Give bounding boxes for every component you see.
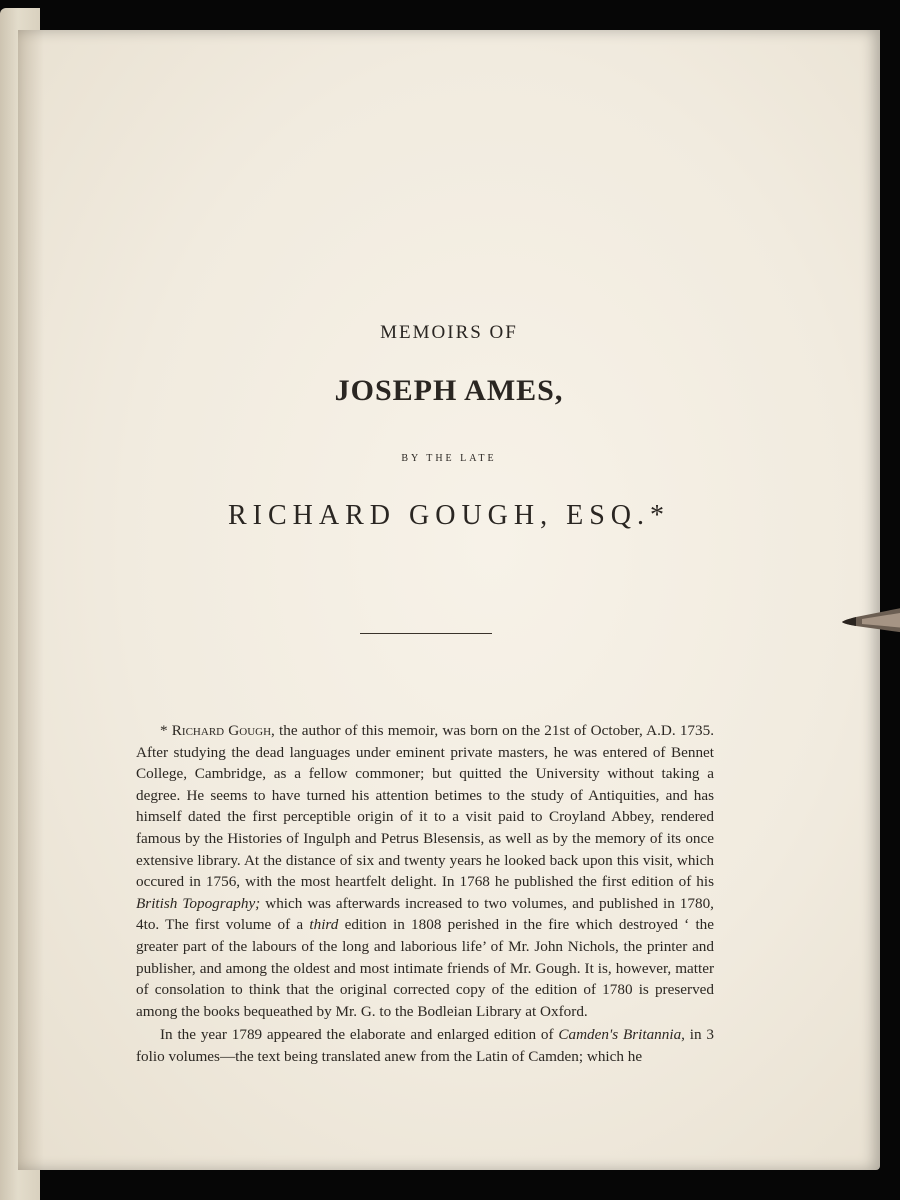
by-the-late-line: BY THE LATE xyxy=(401,453,497,464)
memoirs-of-heading: MEMOIRS OF xyxy=(380,322,518,343)
pencil-tip-icon xyxy=(840,603,900,637)
decorative-rule xyxy=(360,633,492,634)
author-name: RICHARD GOUGH, ESQ.* xyxy=(227,500,670,531)
footnote-text-1b: which was afterwards increased to two volumes, and published in 1780, 4to. The first volume of a xyxy=(136,894,714,934)
footnote-text-1c: edition in 1808 perished in the fire which destroyed ‘ the greater part of the labours of the long and laborious life’ of Mr. John Nichols, the printer and publisher, and among the oldest and most intimate friends of Mr. Gough. It is, however, matter of consolation to think that the original corrected copy of the edition of 1780 is preserved among the books bequeathed by Mr. G. to the Bodleian Library at Oxford. xyxy=(136,916,714,1020)
subject-name: JOSEPH AMES, xyxy=(334,374,564,407)
footnote-text-1a: the author of this memoir, was born on the 21st of October, A.D. 1735. After studying the dead languages under eminent private masters, he was entered of Bennet College, Cambridge, as a fellow commoner; but quitted the University without taking a degree. He seems to have turned his attention betimes to the study of Antiquities, and has himself dated the first perceptible origin of it to a visit paid to Croyland Abbey, rendered famous by the Histories of Ingulph and Petrus Blesensis, as well as by the memory of its once extensive library. At the distance of six and twenty years he looked back upon this visit, which occured in 1756, with the most heartfelt delight. In 1768 he published the first edition of his xyxy=(136,722,715,891)
footnote-italic-third: third xyxy=(309,916,339,934)
book-page xyxy=(18,30,880,1170)
footnote-italic-britannia: Camden's Britannia, xyxy=(558,1026,685,1044)
footnote-paragraph-1 xyxy=(136,720,714,1022)
footnote-marker: * xyxy=(160,722,172,739)
footnote xyxy=(136,720,714,1068)
footnote-paragraph-2 xyxy=(136,1024,714,1067)
footnote-text-2b: in 3 folio volumes—the text being translated anew from the Latin of Camden; which he xyxy=(136,1026,714,1065)
footnote-italic-british-topography: British Topography; xyxy=(136,894,261,912)
footnote-text-2a: In the year 1789 appeared the elaborate and enlarged edition of xyxy=(160,1026,559,1044)
footnote-author-name: Richard Gough, xyxy=(171,722,275,739)
